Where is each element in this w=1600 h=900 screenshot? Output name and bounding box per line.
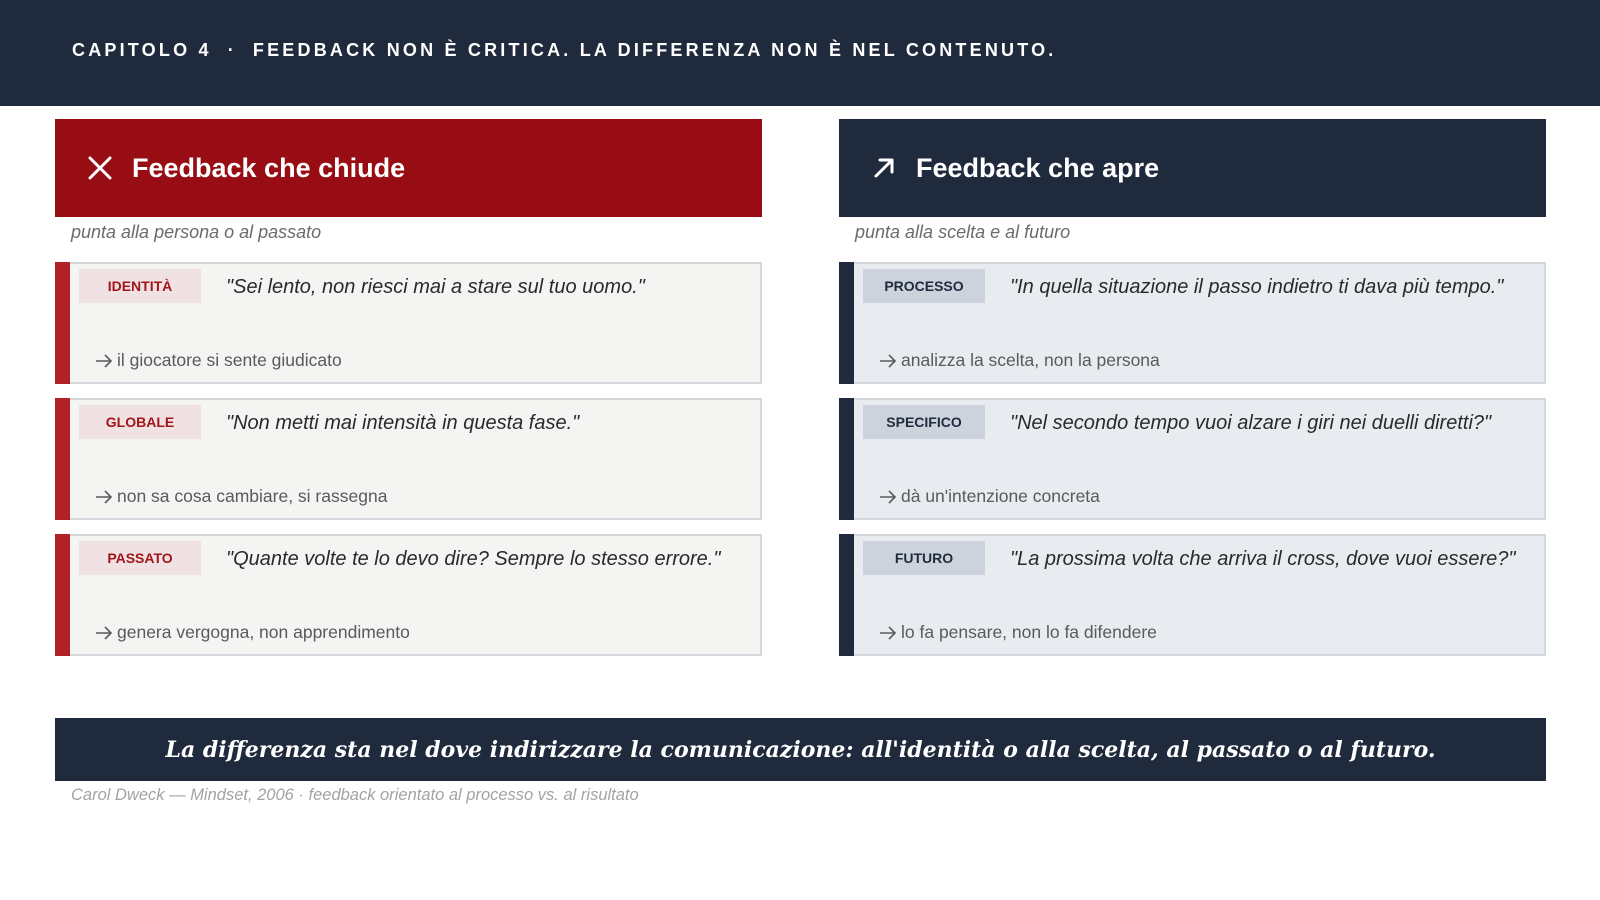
effect-note <box>95 350 342 371</box>
feedback-quote: "In quella situazione il passo indietro ti dava più tempo." <box>1010 276 1504 298</box>
feedback-card <box>55 534 762 656</box>
effect-text: il giocatore si sente giudicato <box>117 350 342 370</box>
feedback-quote: "Sei lento, non riesci mai a stare sul tuo uomo." <box>226 276 645 298</box>
arrow-up-right-icon <box>869 153 899 183</box>
card-accent-bar <box>839 262 854 384</box>
column-subtitle: punta alla persona o al passato <box>71 222 322 242</box>
opening-feedback-header <box>839 119 1546 217</box>
chapter-title: FEEDBACK NON È CRITICA. LA DIFFERENZA NON È NEL CONTENUTO. <box>252 40 1057 60</box>
category-badge: GLOBALE <box>79 405 201 439</box>
close-icon <box>85 153 115 183</box>
arrow-right-icon <box>95 490 113 504</box>
feedback-card <box>55 262 762 384</box>
card-accent-bar <box>55 398 70 520</box>
arrow-right-icon <box>95 626 113 640</box>
chapter-label: CAPITOLO 4 <box>72 40 212 60</box>
opening-feedback-column <box>839 119 1546 670</box>
feedback-quote: "Nel secondo tempo vuoi alzare i giri nei duelli diretti?" <box>1010 412 1492 434</box>
category-badge: FUTURO <box>863 541 985 575</box>
effect-note <box>879 622 1157 643</box>
column-title: Feedback che apre <box>916 152 1160 183</box>
effect-text: non sa cosa cambiare, si rassegna <box>117 486 388 506</box>
column-title: Feedback che chiude <box>132 152 406 183</box>
column-subtitle: punta alla scelta e al futuro <box>855 222 1071 242</box>
category-badge: IDENTITÀ <box>79 269 201 303</box>
page-title <box>72 40 1057 61</box>
card-accent-bar <box>55 262 70 384</box>
card-accent-bar <box>839 398 854 520</box>
feedback-quote: "Non metti mai intensità in questa fase." <box>226 412 580 434</box>
category-badge: SPECIFICO <box>863 405 985 439</box>
feedback-card <box>55 398 762 520</box>
effect-text: lo fa pensare, non lo fa difendere <box>901 622 1157 642</box>
source-citation: Carol Dweck — Mindset, 2006 · feedback orientato al processo vs. al risultato <box>71 786 639 804</box>
closing-feedback-header <box>55 119 762 217</box>
feedback-card <box>839 398 1546 520</box>
arrow-right-icon <box>879 626 897 640</box>
effect-note <box>879 486 1100 507</box>
effect-text: dà un'intenzione concreta <box>901 486 1100 506</box>
effect-text: analizza la scelta, non la persona <box>901 350 1160 370</box>
arrow-right-icon <box>879 490 897 504</box>
closing-feedback-column <box>55 119 762 670</box>
card-accent-bar <box>839 534 854 656</box>
header-bar <box>0 0 1600 106</box>
category-badge: PROCESSO <box>863 269 985 303</box>
effect-note <box>95 622 410 643</box>
effect-note <box>95 486 387 507</box>
arrow-right-icon <box>879 354 897 368</box>
arrow-right-icon <box>95 354 113 368</box>
effect-note <box>879 350 1160 371</box>
effect-text: genera vergogna, non apprendimento <box>117 622 410 642</box>
category-badge: PASSATO <box>79 541 201 575</box>
card-accent-bar <box>55 534 70 656</box>
conclusion-banner: La differenza sta nel dove indirizzare la comunicazione: all'identità o alla scelta, al passato o al futuro. <box>55 718 1546 781</box>
feedback-card <box>839 534 1546 656</box>
title-separator: · <box>227 40 237 60</box>
feedback-card <box>839 262 1546 384</box>
feedback-quote: "Quante volte te lo devo dire? Sempre lo stesso errore." <box>226 548 721 570</box>
feedback-quote: "La prossima volta che arriva il cross, dove vuoi essere?" <box>1010 548 1516 570</box>
